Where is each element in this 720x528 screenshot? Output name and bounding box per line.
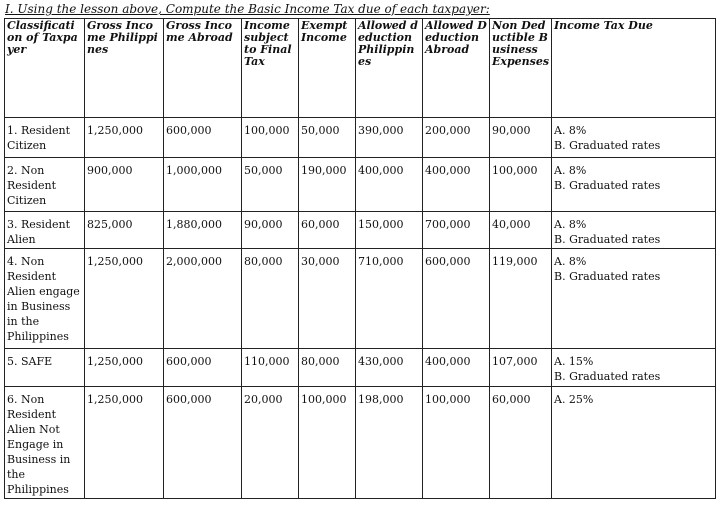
header-gross-income-ph: Gross Income Philippines <box>85 19 164 118</box>
gross-income-abroad-cell: 1,880,000 <box>164 212 242 249</box>
table-row <box>5 249 716 349</box>
option-a: A. 8% <box>554 124 587 137</box>
income-tax-due-cell <box>552 118 716 158</box>
gross-income-ph-cell: 900,000 <box>85 158 164 212</box>
option-a: A. 8% <box>554 255 587 268</box>
header-final-tax-income: Income subject to Final Tax <box>242 19 299 118</box>
final-tax-income-cell: 20,000 <box>242 387 299 499</box>
option-b: B. Graduated rates <box>554 179 661 192</box>
gross-income-ph-cell: 825,000 <box>85 212 164 249</box>
final-tax-income-cell: 100,000 <box>242 118 299 158</box>
gross-income-abroad-cell: 600,000 <box>164 387 242 499</box>
tax-table <box>4 18 716 499</box>
nondeductible-cell: 90,000 <box>490 118 552 158</box>
deduction-ph-cell: 710,000 <box>356 249 423 349</box>
option-a: A. 25% <box>554 393 594 406</box>
deduction-ph-cell: 400,000 <box>356 158 423 212</box>
gross-income-abroad-cell: 600,000 <box>164 349 242 387</box>
deduction-abroad-cell: 400,000 <box>423 158 490 212</box>
exempt-income-cell: 60,000 <box>299 212 356 249</box>
deduction-abroad-cell: 200,000 <box>423 118 490 158</box>
header-deduction-abroad: Allowed Deduction Abroad <box>423 19 490 118</box>
option-b: B. Graduated rates <box>554 370 661 383</box>
exempt-income-cell: 30,000 <box>299 249 356 349</box>
table-row <box>5 158 716 212</box>
deduction-abroad-cell: 100,000 <box>423 387 490 499</box>
option-b: B. Graduated rates <box>554 270 661 283</box>
instruction-title: I. Using the lesson above, Compute the Basic Income Tax due of each taxpayer: <box>5 2 490 16</box>
income-tax-due-cell <box>552 249 716 349</box>
deduction-ph-cell: 390,000 <box>356 118 423 158</box>
income-tax-due-cell <box>552 158 716 212</box>
deduction-ph-cell: 430,000 <box>356 349 423 387</box>
deduction-abroad-cell: 600,000 <box>423 249 490 349</box>
final-tax-income-cell: 80,000 <box>242 249 299 349</box>
exempt-income-cell: 100,000 <box>299 387 356 499</box>
gross-income-abroad-cell: 600,000 <box>164 118 242 158</box>
header-gross-income-abroad: Gross Income Abroad <box>164 19 242 118</box>
option-b: B. Graduated rates <box>554 139 661 152</box>
option-b: B. Graduated rates <box>554 233 661 246</box>
nondeductible-cell: 119,000 <box>490 249 552 349</box>
exempt-income-cell: 50,000 <box>299 118 356 158</box>
deduction-abroad-cell: 400,000 <box>423 349 490 387</box>
option-a: A. 8% <box>554 218 587 231</box>
nondeductible-cell: 107,000 <box>490 349 552 387</box>
income-tax-due-cell <box>552 212 716 249</box>
gross-income-ph-cell: 1,250,000 <box>85 249 164 349</box>
option-a: A. 15% <box>554 355 594 368</box>
header-deduction-ph: Allowed deduction Philippines <box>356 19 423 118</box>
table-row <box>5 118 716 158</box>
taxpayer-type-cell: 4. Non Resident Alien engage in Business in the Philippines <box>5 249 85 349</box>
taxpayer-type-cell: 3. Resident Alien <box>5 212 85 249</box>
header-nondeductible: Non Deductible Business Expenses <box>490 19 552 118</box>
taxpayer-type-cell: 5. SAFE <box>5 349 85 387</box>
income-tax-due-cell <box>552 349 716 387</box>
deduction-ph-cell: 150,000 <box>356 212 423 249</box>
header-row <box>5 19 716 118</box>
table-row <box>5 387 716 499</box>
option-a: A. 8% <box>554 164 587 177</box>
nondeductible-cell: 60,000 <box>490 387 552 499</box>
exempt-income-cell: 190,000 <box>299 158 356 212</box>
exempt-income-cell: 80,000 <box>299 349 356 387</box>
taxpayer-type-cell: 2. Non Resident Citizen <box>5 158 85 212</box>
header-exempt-income: Exempt Income <box>299 19 356 118</box>
deduction-ph-cell: 198,000 <box>356 387 423 499</box>
final-tax-income-cell: 90,000 <box>242 212 299 249</box>
nondeductible-cell: 100,000 <box>490 158 552 212</box>
gross-income-ph-cell: 1,250,000 <box>85 349 164 387</box>
header-classification: Classification of Taxpayer <box>5 19 85 118</box>
gross-income-abroad-cell: 2,000,000 <box>164 249 242 349</box>
final-tax-income-cell: 110,000 <box>242 349 299 387</box>
taxpayer-type-cell: 1. Resident Citizen <box>5 118 85 158</box>
nondeductible-cell: 40,000 <box>490 212 552 249</box>
gross-income-ph-cell: 1,250,000 <box>85 387 164 499</box>
table-row <box>5 349 716 387</box>
gross-income-ph-cell: 1,250,000 <box>85 118 164 158</box>
deduction-abroad-cell: 700,000 <box>423 212 490 249</box>
gross-income-abroad-cell: 1,000,000 <box>164 158 242 212</box>
final-tax-income-cell: 50,000 <box>242 158 299 212</box>
income-tax-due-cell <box>552 387 716 499</box>
table-row <box>5 212 716 249</box>
taxpayer-type-cell: 6. Non Resident Alien Not Engage in Business in the Philippines <box>5 387 85 499</box>
header-income-tax-due: Income Tax Due <box>552 19 716 118</box>
